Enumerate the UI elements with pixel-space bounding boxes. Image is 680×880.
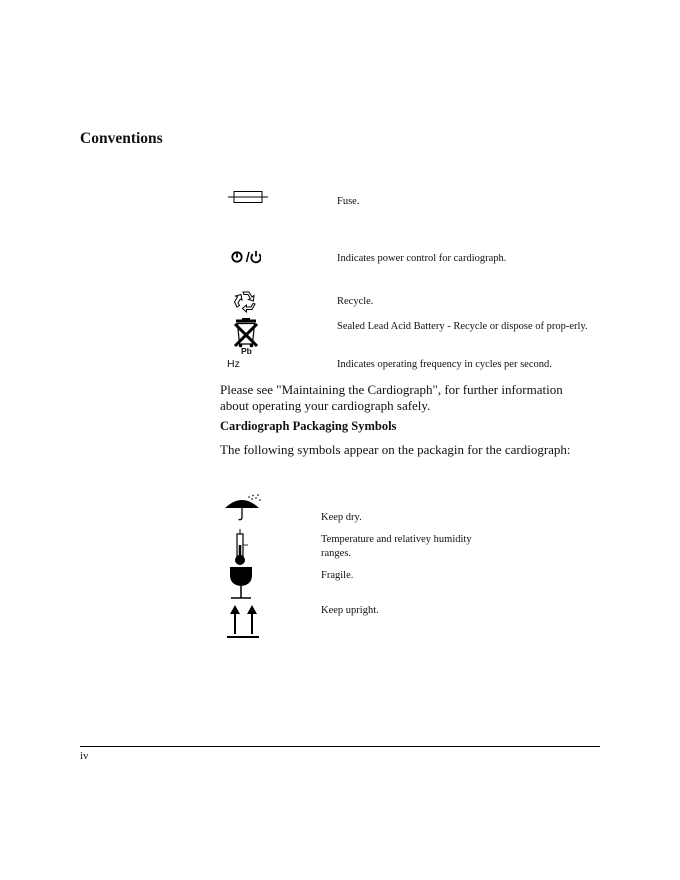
page-number: iv xyxy=(80,750,89,762)
recycle-icon xyxy=(233,289,259,315)
footer-rule xyxy=(80,746,600,747)
maintenance-note: Please see "Maintaining the Cardiograph", for further information about operating your cardiograph safely. xyxy=(220,382,563,413)
keep-upright-icon xyxy=(225,603,261,639)
keep-dry-description: Keep dry. xyxy=(321,512,362,523)
pb-label: Pb xyxy=(241,346,252,356)
fragile-icon xyxy=(226,567,256,603)
recycle-description: Recycle. xyxy=(337,296,374,307)
frequency-description: Indicates operating frequency in cycles per second. xyxy=(337,359,552,370)
packaging-heading: Cardiograph Packaging Symbols xyxy=(220,419,397,433)
temperature-humidity-icon xyxy=(230,529,250,567)
battery-description: Sealed Lead Acid Battery - Recycle or dispose of prop-erly. xyxy=(337,321,588,332)
hz-symbol: Hz xyxy=(227,358,240,370)
fuse-icon xyxy=(228,190,268,204)
power-control-icon xyxy=(231,250,261,264)
power-control-description: Indicates power control for cardiograph. xyxy=(337,253,507,264)
keep-upright-description: Keep upright. xyxy=(321,605,379,616)
fuse-description: Fuse. xyxy=(337,196,360,207)
temperature-humidity-description: Temperature and relativey humidity ranges. xyxy=(321,534,472,559)
packaging-intro: The following symbols appear on the packagin for the cardiograph: xyxy=(220,442,571,457)
page-title: Conventions xyxy=(80,130,163,147)
fragile-description: Fragile. xyxy=(321,570,354,581)
keep-dry-icon xyxy=(223,494,263,522)
